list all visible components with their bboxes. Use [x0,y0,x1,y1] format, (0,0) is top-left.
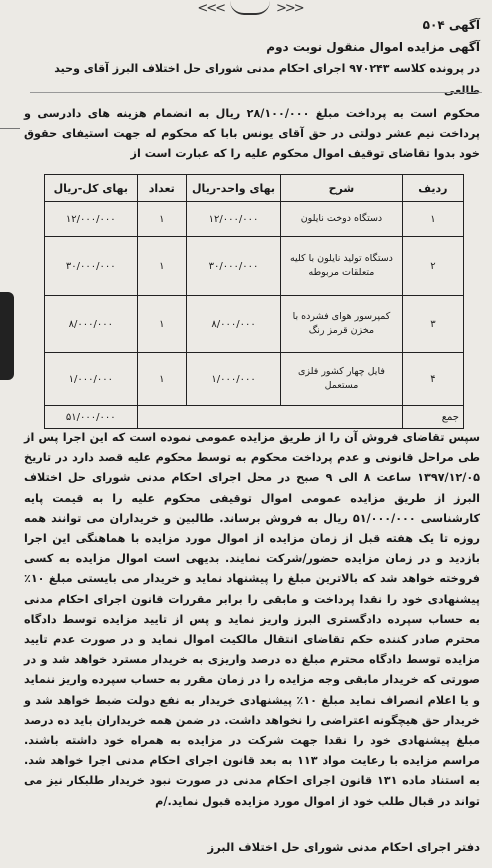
row-unit-price: ۳۰/۰۰۰/۰۰۰ [186,237,280,296]
row-description: کمپرسور هوای فشرده با مخزن قرمز رنگ [281,296,403,353]
row-description: فایل چهار کشور فلزی مستعمل [281,353,403,406]
total-value: ۵۱/۰۰۰/۰۰۰ [45,406,138,429]
row-total-price: ۸/۰۰۰/۰۰۰ [45,296,138,353]
row-unit-price: ۸/۰۰۰/۰۰۰ [186,296,280,353]
black-bar [0,292,14,380]
row-total-price: ۳۰/۰۰۰/۰۰۰ [45,237,138,296]
row-total-price: ۱/۰۰۰/۰۰۰ [45,353,138,406]
total-label: جمع [402,406,463,429]
table-row [45,237,464,296]
row-description: دستگاه تولید نایلون با کلیه متعلقات مربوطه [281,237,403,296]
top-ornament: <<< >>> [197,0,303,16]
col-header-total-price: بهای کل-ریال [45,175,138,202]
col-header-unit-price: بهای واحد-ریال [186,175,280,202]
row-quantity: ۱ [137,237,186,296]
row-number: ۲ [402,237,463,296]
row-quantity: ۱ [137,353,186,406]
table-total-row [45,406,464,429]
col-header-quantity: تعداد [137,175,186,202]
row-number: ۱ [402,202,463,237]
row-number: ۴ [402,353,463,406]
adjacent-column-fragment [0,0,20,868]
table-row [45,296,464,353]
table-header-row [45,175,464,202]
row-unit-price: ۱۲/۰۰۰/۰۰۰ [186,202,280,237]
footer-signature: دفتر اجرای احکام مدنی شورای حل اختلاف البرز [207,840,480,854]
ad-header [20,14,480,102]
row-quantity: ۱ [137,202,186,237]
total-spacer [137,406,402,429]
row-quantity: ۱ [137,296,186,353]
col-header-row-no: ردیف [402,175,463,202]
divider [30,92,482,93]
row-unit-price: ۱/۰۰۰/۰۰۰ [186,353,280,406]
row-number: ۳ [402,296,463,353]
row-description: دستگاه دوخت نایلون [281,202,403,237]
case-line: در پرونده کلاسه ۹۷۰۲۴۳ اجرای احکام مدنی شورای حل اختلاف البرز آقای وحید طالعی [54,62,480,97]
items-table [44,174,464,429]
row-total-price: ۱۲/۰۰۰/۰۰۰ [45,202,138,237]
ad-title: آگهی مزایده اموال منقول نوبت دوم [266,40,480,54]
body-paragraph: سپس تقاضای فروش آن را از طریق مزایده عمومی نموده است که این اجرا پس از طی مراحل قانونی و عدم پرداخت محکوم به توسط محکوم علیه قصد دارد در تاریخ ۱۳۹۷/۱۲/۰۵ ساعت ۸ الی ۹ صبح در محل اجرای احکام مدنی شورای حل اختلاف البرز از طریق مزایده عمومی اموال توقیفی محکوم علیه را به قیمت پایه کارشناسی ۵۱/۰۰۰/۰۰۰ ریال به فروش برساند. طالبین و خریداران می توانند همه روزه تا یک هفته قبل از زمان مزایده از اموال مورد مزایده با هماهنگی این اجرا بازدید و در زمان مزایده حضور/شرکت نمایند. بدیهی است اموال مزایده به کسی فروخته خواهد شد که بالاترین مبلغ را پیشنهاد نماید و خریدار می بایستی مبلغ ۱۰٪ پیشنهادی خود را نقدا پرداخت و مابقی را برابر مقررات قانون اجرای احکام مدنی به حساب سپرده دادگستری البرز واریز نماید و پس از تایید مزایده توسط دادگاه محترم صادر کننده حکم تقاضای انتقال مالکیت اموال نماید و در صورت عدم تایید مزایده توسط دادگاه محترم مبلغ ده درصد واریزی به خریدار مسترد خواهد شد و در صورتی که خریدار مابقی وجه مزایده را در زمان مقرر به حساب سپرده واریز ننماید و یا اعلام انصراف نماید مبلغ ۱۰٪ پیشنهادی خریدار به نفع دولت ضبط خواهد شد و خریدار حق هیچگونه اعتراضی را نخواهد داشت. در ضمن همه خریداران باید ده درصد مبلغ پیشنهادی خود را نقدا جهت شرکت در مزایده به همراه خود داشته باشند. مراسم مزایده با رعایت مواد ۱۱۳ به بعد قانون اجرای احکام مدنی اجرا خواهد شد. به استناد ماده ۱۳۱ قانون اجرای احکام مدنی در صورت نبود خریدار طلبکار نیز می تواند در قبال طلب خود از اموال مورد مزایده قبول نماید./م [24,431,481,808]
ad-number: آگهی ۵۰۴ [422,18,480,32]
intro-paragraph: محکوم است به پرداخت مبلغ ۲۸/۱۰۰/۰۰۰ ریال به انضمام هزینه های دادرسی و پرداخت نیم عشر دولتی در حق آقای یونس بابا که محکوم له جهت استیفای حقوق خود بدوا تقاضای توقیف اموال محکوم علیه را که عبارت است از [24,107,480,160]
table-row [45,353,464,406]
table-row [45,202,464,237]
col-header-description: شرح [281,175,403,202]
